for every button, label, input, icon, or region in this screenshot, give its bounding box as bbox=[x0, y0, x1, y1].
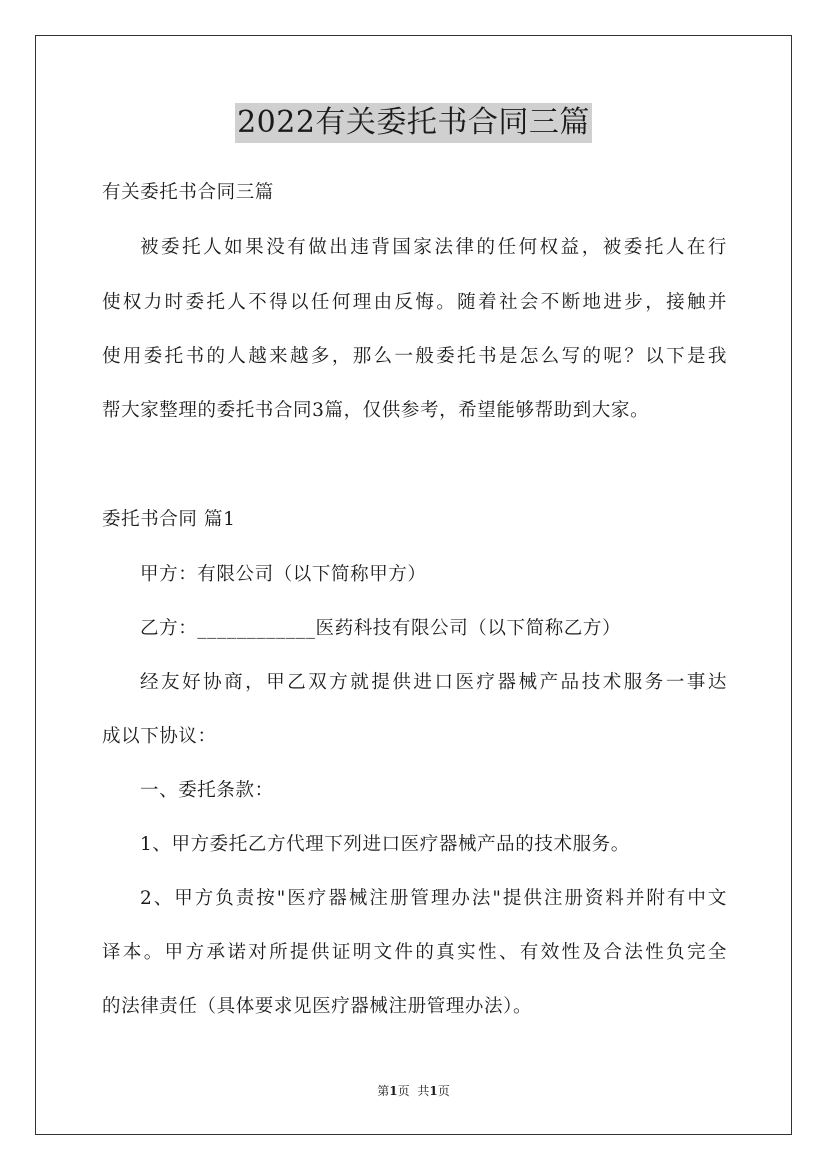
party-b: 乙方：____________医药科技有限公司（以下简称乙方） bbox=[140, 618, 622, 639]
document-subtitle: 有关委托书合同三篇 bbox=[102, 182, 274, 203]
intro-line-3: 使用委托书的人越来越多，那么一般委托书是怎么写的呢？以下是我 bbox=[102, 346, 727, 367]
clause-2-line-1: 2、甲方负责按"医疗器械注册管理办法"提供注册资料并附有中文 bbox=[140, 888, 727, 909]
clause-2-line-2: 译本。甲方承诺对所提供证明文件的真实性、有效性及合法性负完全 bbox=[102, 942, 727, 963]
party-a: 甲方：有限公司（以下简称甲方） bbox=[140, 564, 427, 585]
page-footer bbox=[0, 1083, 827, 1099]
footer-total-prefix: 共 bbox=[417, 1084, 430, 1098]
agreement-line-1: 经友好协商，甲乙双方就提供进口医疗器械产品技术服务一事达 bbox=[140, 672, 727, 693]
footer-total-number: 1 bbox=[429, 1084, 438, 1098]
footer-page-number: 1 bbox=[389, 1084, 398, 1098]
clause-1: 1、甲方委托乙方代理下列进口医疗器械产品的技术服务。 bbox=[140, 834, 630, 855]
section-heading: 委托书合同 篇1 bbox=[102, 509, 236, 530]
intro-line-2: 使权力时委托人不得以任何理由反悔。随着社会不断地进步，接触并 bbox=[102, 292, 727, 313]
clause-heading: 一、委托条款： bbox=[140, 780, 274, 801]
title-container bbox=[0, 103, 827, 143]
intro-line-1: 被委托人如果没有做出违背国家法律的任何权益，被委托人在行 bbox=[140, 237, 727, 258]
footer-page-mid: 页 bbox=[397, 1084, 410, 1098]
document-title: 2022有关委托书合同三篇 bbox=[235, 103, 592, 143]
clause-2-line-3: 的法律责任（具体要求见医疗器械注册管理办法）。 bbox=[102, 996, 533, 1017]
footer-total-suffix: 页 bbox=[437, 1084, 450, 1098]
footer-page-prefix: 第 bbox=[377, 1084, 390, 1098]
intro-line-4: 帮大家整理的委托书合同3篇，仅供参考，希望能够帮助到大家。 bbox=[102, 400, 650, 421]
agreement-line-2: 成以下协议： bbox=[102, 726, 217, 747]
